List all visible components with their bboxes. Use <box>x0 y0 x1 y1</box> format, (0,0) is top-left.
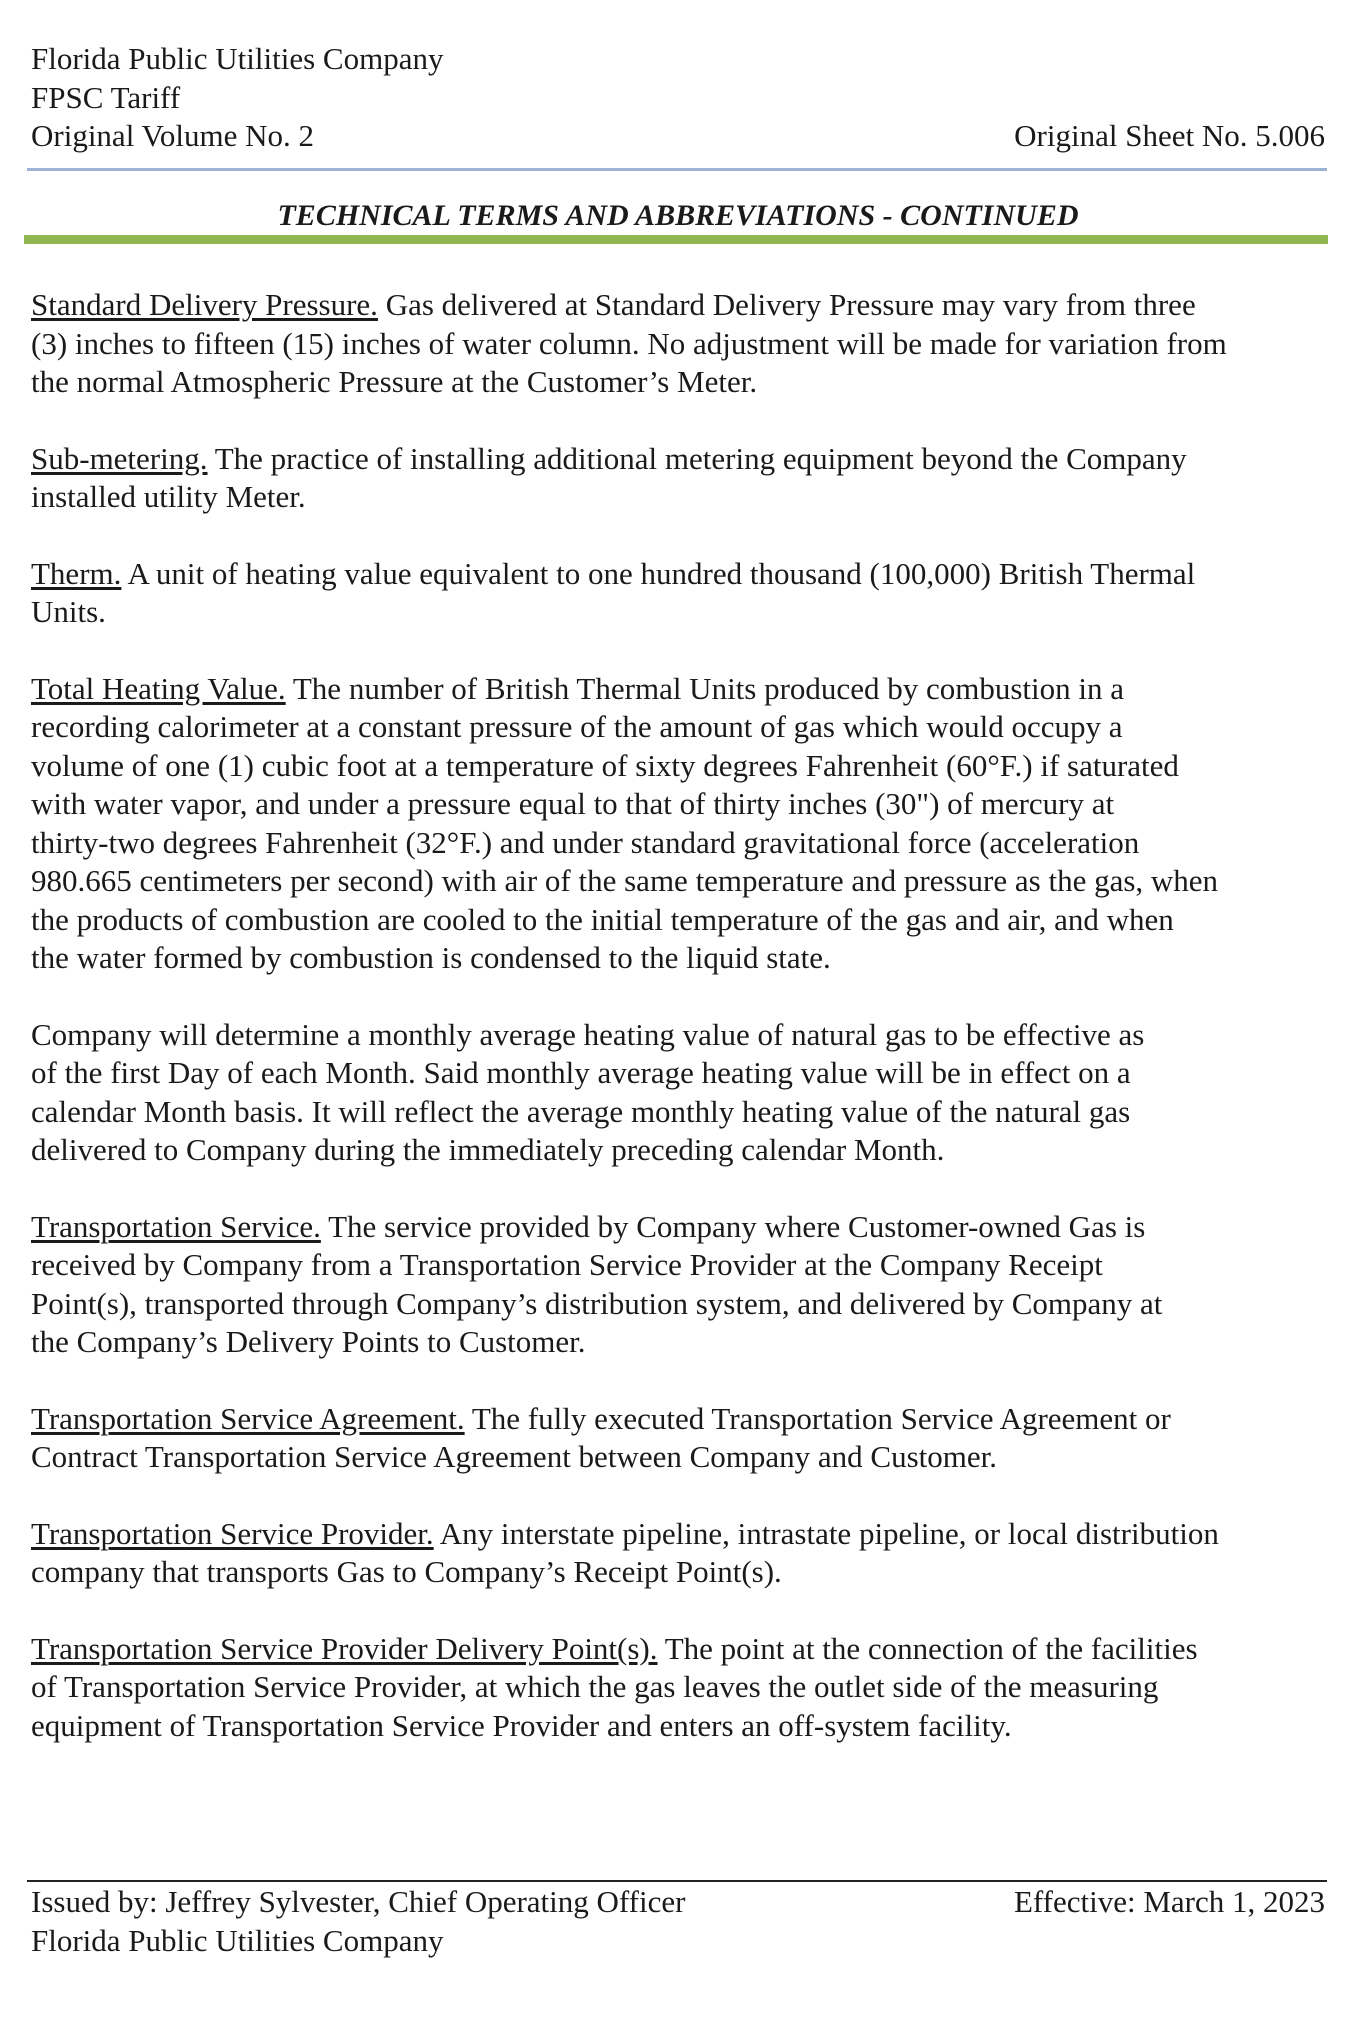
definition-paragraph <box>31 286 1331 402</box>
definition-term: Transportation Service Provider Delivery Point(s). <box>31 1630 658 1666</box>
definition-text: Units. <box>31 594 106 629</box>
definition-text: The service provided by Company where Customer-owned Gas is <box>328 1208 1146 1244</box>
definition-text: volume of one (1) cubic foot at a temperature of sixty degrees Fahrenheit (60°F.) if saturated <box>31 747 1179 783</box>
page-header <box>31 40 1325 156</box>
definition-text: of the first Day of each Month. Said monthly average heating value will be in effect on a <box>31 1055 1131 1090</box>
definition-line <box>31 939 1331 978</box>
definition-line <box>31 478 1331 517</box>
footer-company: Florida Public Utilities Company <box>31 1922 444 1958</box>
definition-text: 980.665 centimeters per second) with air of the same temperature and pressure as the gas, when <box>31 863 1219 898</box>
definition-line <box>31 670 1331 709</box>
definition-term: Sub-metering. <box>31 440 208 476</box>
definitions-list <box>31 286 1331 1783</box>
definition-text: The practice of installing additional metering equipment beyond the Company <box>214 440 1187 476</box>
definition-text: Gas delivered at Standard Delivery Pressure may vary from three <box>385 287 1196 322</box>
definition-text: company that transports Gas to Company’s Receipt Point(s). <box>31 1554 782 1589</box>
definition-text: Point(s), transported through Company’s distribution system, and delivered by Company at <box>31 1285 1163 1321</box>
definition-line <box>31 1515 1331 1554</box>
definition-line <box>31 1707 1331 1746</box>
definition-text: installed utility Meter. <box>31 479 306 514</box>
footer-issued-by: Issued by: Jeffrey Sylvester, Chief Operating Officer <box>31 1884 686 1919</box>
definition-term: Transportation Service Provider. <box>31 1515 434 1551</box>
definition-line <box>31 325 1331 364</box>
definition-line <box>31 862 1331 901</box>
definition-term: Standard Delivery Pressure. <box>31 287 378 322</box>
definition-line <box>31 440 1331 479</box>
definition-line <box>31 1400 1331 1439</box>
definition-line <box>31 1054 1331 1093</box>
definition-text: of Transportation Service Provider, at which the gas leaves the outlet side of the measuring <box>31 1669 1159 1704</box>
header-volume-row <box>31 117 1325 156</box>
definition-line <box>31 1208 1331 1247</box>
definition-line <box>31 901 1331 940</box>
definition-text: recording calorimeter at a constant pressure of the amount of gas which would occupy a <box>31 709 1123 744</box>
definition-text: calendar Month basis. It will reflect the average monthly heating value of the natural gas <box>31 1093 1131 1129</box>
definition-line <box>31 1246 1331 1285</box>
definition-text: delivered to Company during the immediately preceding calendar Month. <box>31 1132 945 1167</box>
definition-line <box>31 1131 1331 1170</box>
definition-text: equipment of Transportation Service Provider and enters an off-system facility. <box>31 1707 1012 1743</box>
definition-term: Total Heating Value. <box>31 670 286 706</box>
definition-text: Any interstate pipeline, intrastate pipeline, or local distribution <box>439 1515 1219 1551</box>
definition-text: The point at the connection of the facilities <box>664 1630 1198 1666</box>
page-footer <box>31 1883 1325 1960</box>
header-tariff: FPSC Tariff <box>31 79 181 115</box>
definition-line <box>31 1630 1331 1669</box>
definition-term: Transportation Service. <box>31 1208 321 1244</box>
definition-text: The fully executed Transportation Service Agreement or <box>471 1400 1171 1436</box>
title-divider <box>24 235 1328 244</box>
header-sheet-number: Original Sheet No. 5.006 <box>1014 118 1325 153</box>
definition-line <box>31 1438 1331 1477</box>
definition-paragraph <box>31 1208 1331 1362</box>
definition-text: the Company’s Delivery Points to Customer. <box>31 1324 586 1359</box>
definition-text: the products of combustion are cooled to the initial temperature of the gas and air, and when <box>31 901 1174 937</box>
page-title: TECHNICAL TERMS AND ABBREVIATIONS - CONTINUED <box>277 199 1079 232</box>
definition-line <box>31 363 1331 402</box>
definition-line <box>31 555 1331 594</box>
definition-text: Contract Transportation Service Agreement between Company and Customer. <box>31 1439 997 1474</box>
definition-line <box>31 1668 1331 1707</box>
definition-text: The number of British Thermal Units produced by combustion in a <box>292 670 1124 706</box>
definition-text: thirty-two degrees Fahrenheit (32°F.) and under standard gravitational force (acceleration <box>31 824 1140 860</box>
header-company: Florida Public Utilities Company <box>31 41 444 76</box>
footer-effective-date: Effective: March 1, 2023 <box>1013 1884 1325 1919</box>
definition-line <box>31 785 1331 824</box>
definition-line <box>31 708 1331 747</box>
definition-line <box>31 286 1331 325</box>
definition-text: with water vapor, and under a pressure equal to that of thirty inches (30") of mercury at <box>31 786 1115 821</box>
definition-paragraph <box>31 1400 1331 1477</box>
definition-paragraph <box>31 670 1331 978</box>
definition-line <box>31 1323 1331 1362</box>
definition-text: A unit of heating value equivalent to one hundred thousand (100,000) British Thermal <box>127 555 1196 591</box>
definition-text: received by Company from a Transportation Service Provider at the Company Receipt <box>31 1247 1103 1282</box>
definition-paragraph <box>31 555 1331 632</box>
definition-term: Transportation Service Agreement. <box>31 1400 465 1436</box>
definition-line <box>31 1016 1331 1055</box>
definition-line <box>31 1285 1331 1324</box>
definition-line <box>31 747 1331 786</box>
definition-paragraph <box>31 1016 1331 1170</box>
definition-paragraph <box>31 1515 1331 1592</box>
header-volume: Original Volume No. 2 <box>31 118 315 153</box>
definition-paragraph <box>31 440 1331 517</box>
definition-paragraph <box>31 1630 1331 1746</box>
footer-divider <box>27 1880 1327 1882</box>
header-divider <box>27 168 1327 171</box>
definition-term: Therm. <box>31 555 122 591</box>
definition-line <box>31 824 1331 863</box>
definition-text: Company will determine a monthly average heating value of natural gas to be effective as <box>31 1016 1145 1052</box>
definition-line <box>31 1093 1331 1132</box>
definition-line <box>31 1553 1331 1592</box>
footer-row <box>31 1883 1325 1922</box>
definition-text: the water formed by combustion is condensed to the liquid state. <box>31 940 831 975</box>
definition-text: the normal Atmospheric Pressure at the Customer’s Meter. <box>31 364 758 399</box>
definition-text: (3) inches to fifteen (15) inches of water column. No adjustment will be made for variation from <box>31 325 1227 361</box>
definition-line <box>31 593 1331 632</box>
